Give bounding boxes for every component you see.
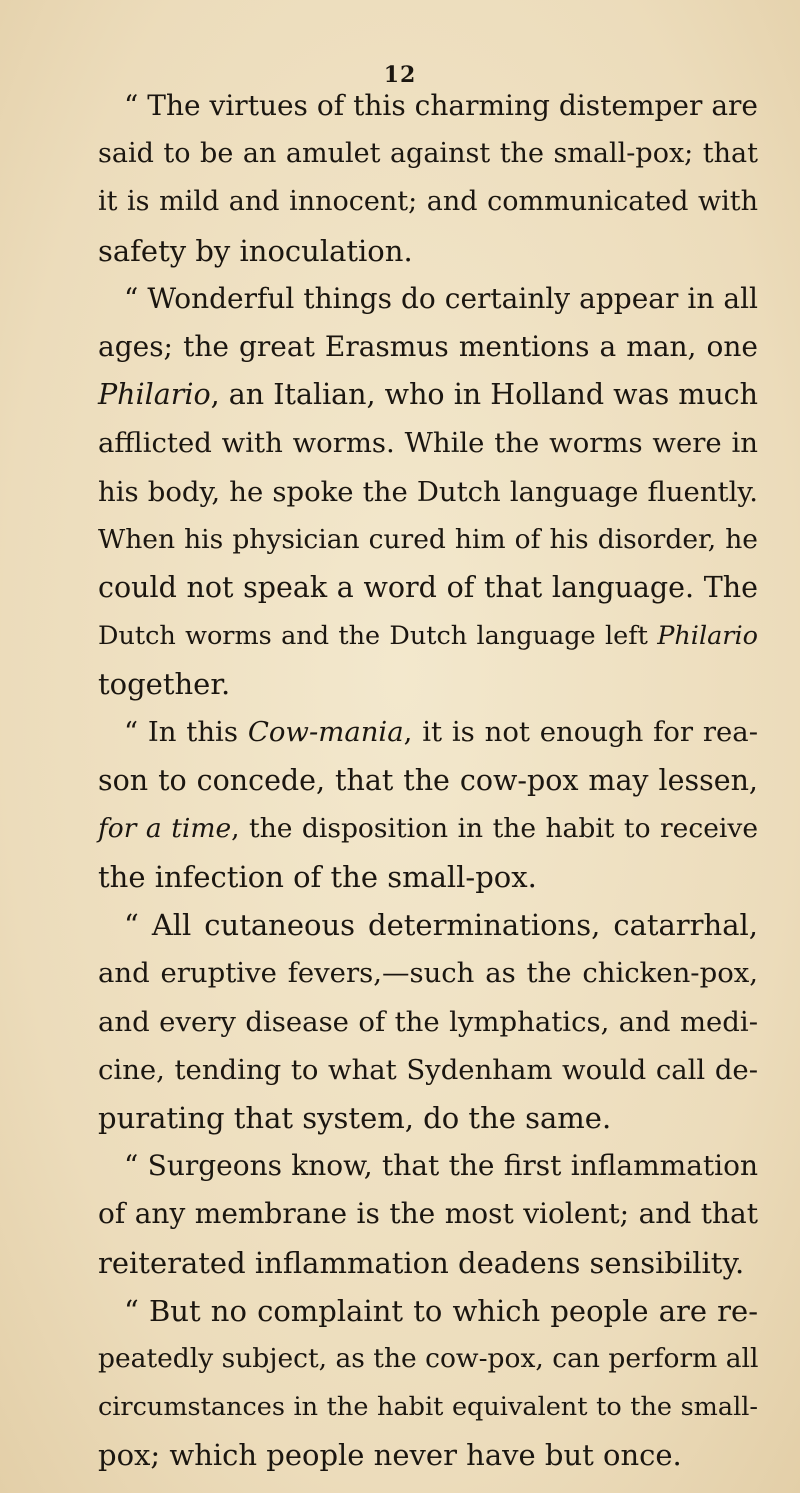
text-line: “ All cutaneous determinations, catarrhal,	[124, 908, 758, 943]
text-line: “ In this Cow-mania, it is not enough for rea-	[124, 716, 758, 749]
page-number: 12	[383, 62, 417, 88]
text-line: Philario, an Italian, who in Holland was much	[98, 378, 758, 412]
text-line: together.	[98, 667, 231, 702]
text-line: ages; the great Erasmus mentions a man, one	[98, 329, 758, 363]
text-line: “ But no complaint to which people are re-	[124, 1293, 758, 1328]
text-line: “ Wonderful things do certainly appear in all	[124, 281, 758, 315]
text-line: and eruptive fevers,—such as the chicken-pox,	[98, 957, 758, 990]
body-text	[98, 82, 758, 1479]
text-line: of any membrane is the most violent; and that	[98, 1197, 758, 1231]
text-line: reiterated inflammation deadens sensibility.	[98, 1245, 745, 1280]
text-line: son to concede, that the cow-pox may lessen,	[98, 763, 758, 797]
text-line: for a time, the disposition in the habit to receive	[98, 812, 759, 844]
text-line: could not speak a word of that language. The	[98, 570, 758, 604]
text-line: safety by inoculation.	[98, 233, 413, 268]
text-line: peatedly subject, as the cow-pox, can perform all	[98, 1342, 759, 1374]
text-line: afflicted with worms. While the worms were in	[98, 427, 758, 460]
text-line: said to be an amulet against the small-pox; that	[98, 138, 758, 170]
text-line: and every disease of the lymphatics, and medi-	[98, 1005, 758, 1038]
text-line: “ Surgeons know, that the first inflammation	[124, 1149, 758, 1183]
text-line: pox; which people never have but once.	[98, 1438, 682, 1473]
text-line: cine, tending to what Sydenham would call de-	[98, 1053, 758, 1086]
text-line: it is mild and innocent; and communicated with	[98, 186, 758, 218]
text-line: his body, he spoke the Dutch language fluently.	[98, 475, 758, 508]
text-line: “ The virtues of this charming distemper are	[124, 89, 758, 122]
text-line: circumstances in the habit equivalent to the small-	[98, 1392, 758, 1423]
text-line: When his physician cured him of his disorder, he	[98, 523, 758, 555]
text-line: purating that system, do the same.	[98, 1100, 612, 1135]
text-line: Dutch worms and the Dutch language left Philario	[98, 621, 758, 652]
text-line: the infection of the small-pox.	[98, 860, 537, 894]
